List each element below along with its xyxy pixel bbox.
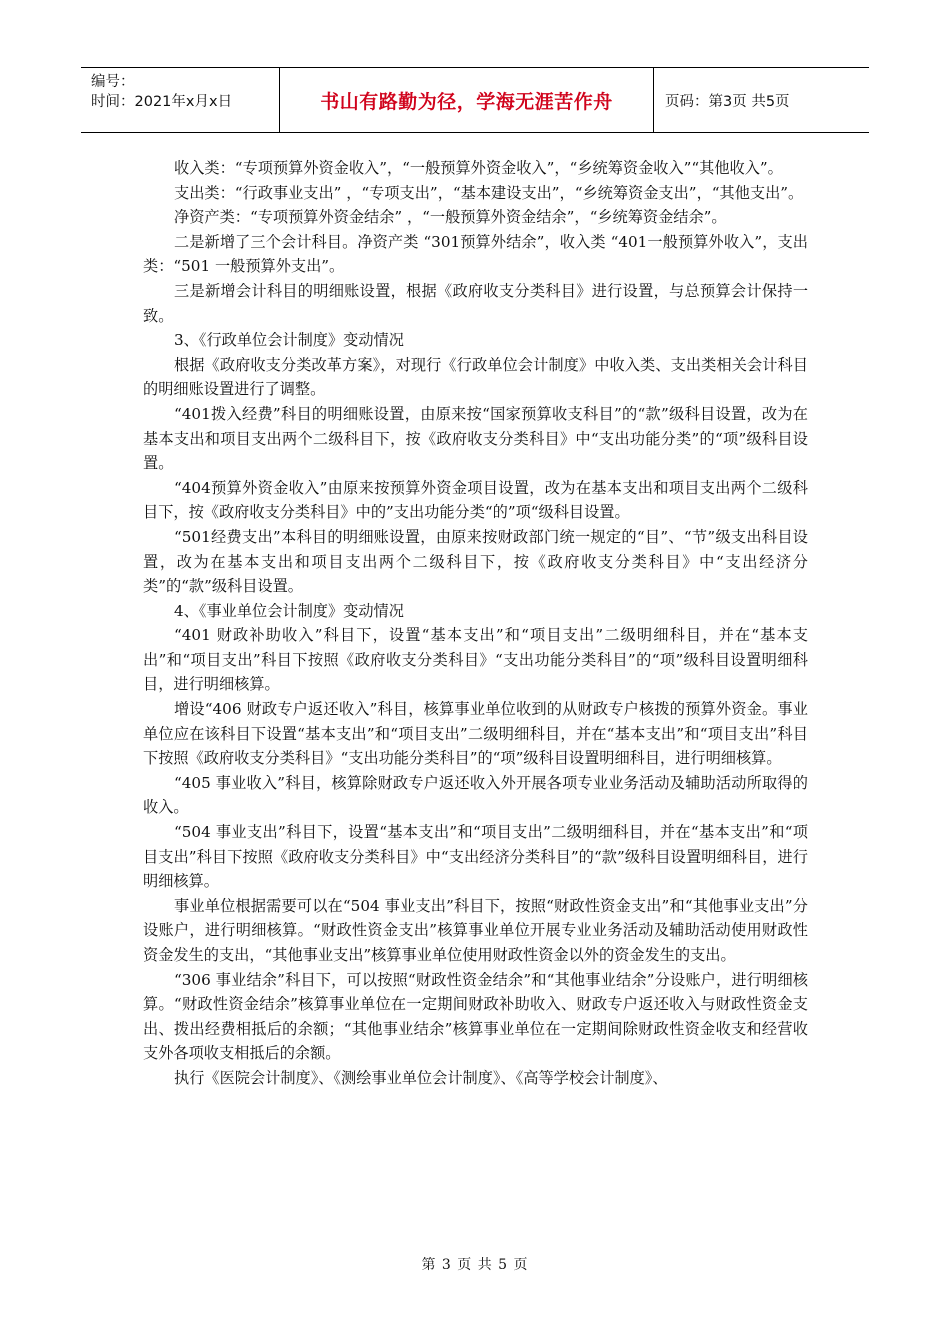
document-body [143, 156, 808, 1091]
body-paragraph: 收入类：“专项预算外资金收入”，“一般预算外资金收入”，“乡统筹资金收入”“其他收入”。 [174, 159, 783, 177]
body-paragraph: 净资产类：“专项预算外资金结余” ，“一般预算外资金结余”，“乡统筹资金结余”。 [174, 208, 727, 227]
body-paragraph: 三是新增会计科目的明细账设置，根据《政府收支分类科目》进行设置，与总预算会计保持一致。 [143, 281, 808, 325]
body-paragraph: 根据《政府收支分类改革方案》，对现行《行政单位会计制度》中收入类、支出类相关会计科目的明细账设置进行了调整。 [143, 355, 808, 399]
header-meta [81, 68, 280, 132]
body-paragraph: “404预算外资金收入”由原来按预算外资金项目设置，改为在基本支出和项目支出两个二级科目下，按《政府收支分类科目》中的”支出功能分类“的”项“级科目设置。 [143, 478, 808, 522]
body-paragraph: 3、《行政单位会计制度》变动情况 [174, 331, 404, 350]
body-paragraph: “306 事业结余”科目下，可以按照“财政性资金结余”和“其他事业结余”分设账户，进行明细核算。“财政性资金结余”核算事业单位在一定期间财政补助收入、财政专户返还收入与财政性资金支出、拨出经费相抵后的余额；“其他事业结余”核算事业单位在一定期间除财政性资金收支和经营收支外各项收支相抵后的余额。 [143, 970, 808, 1063]
body-paragraph: 执行《医院会计制度》、《测绘事业单位会计制度》、《高等学校会计制度》、 [174, 1068, 668, 1087]
body-paragraph: “405 事业收入”科目，核算除财政专户返还收入外开展各项专业业务活动及辅助活动所取得的收入。 [143, 773, 808, 817]
page-footer: 第 3 页 共 5 页 [421, 1257, 529, 1273]
body-paragraph: 增设“406 财政专户返还收入”科目，核算事业单位收到的从财政专户核拨的预算外资金。事业单位应在该科目下设置“基本支出”和“项目支出”二级明细科目，并在“基本支出”和“项目支出”科目下按照《政府收支分类科目》“支出功能分类科目”的“项”级科目设置明细科目，进行明细核算。 [143, 700, 808, 768]
body-paragraph: 支出类：“行政事业支出” ，“专项支出”，“基本建设支出”，“乡统筹资金支出”，“其他支出”。 [174, 183, 804, 202]
body-paragraph: “401 财政补助收入”科目下，设置“基本支出”和“项目支出”二级明细科目，并在“基本支出”和“项目支出”科目下按照《政府收支分类科目》“支出功能分类科目”的“项”级科目设置明细科目，进行明细核算。 [143, 626, 808, 694]
body-paragraph: “401拨入经费”科目的明细账设置，由原来按“国家预算收支科目”的“款”级科目设置，改为在基本支出和项目支出两个二级科目下，按《政府收支分类科目》中“支出功能分类”的“项”级科目设置。 [143, 404, 808, 473]
body-paragraph: 4、《事业单位会计制度》变动情况 [174, 601, 404, 620]
header-page-info: 页码：第3页 共5页 [665, 93, 790, 110]
header-motto: 书山有路勤为径，学海无涯苦作舟 [280, 68, 654, 132]
body-paragraph: 二是新增了三个会计科目。净资产类 “301预算外结余”，收入类 “401一般预算外收入”，支出类：“501 一般预算外支出”。 [143, 232, 808, 276]
body-paragraph: 事业单位根据需要可以在“504 事业支出”科目下，按照“财政性资金支出”和“其他事业支出”分设账户，进行明细核算。“财政性资金支出”核算事业单位开展专业业务活动及辅助活动使用财政性资金发生的支出，“其他事业支出”核算事业单位使用财政性资金以外的资金发生的支出。 [143, 896, 808, 964]
body-paragraph: “504 事业支出”科目下，设置“基本支出”和“项目支出”二级明细科目，并在“基本支出”和“项目支出”科目下按照《政府收支分类科目》中“支出经济分类科目”的“款”级科目设置明细科目，进行明细核算。 [143, 823, 808, 891]
document-number-label: 编号： [91, 74, 135, 90]
document-time-label: 时间：2021年x月x日 [91, 94, 233, 110]
page-header [81, 67, 869, 133]
body-paragraph: “501经费支出”本科目的明细账设置，由原来按财政部门统一规定的“目”、“节”级支出科目设置，改为在基本支出和项目支出两个二级科目下，按《政府收支分类科目》中“支出经济分类”的“款”级科目设置。 [143, 527, 808, 596]
